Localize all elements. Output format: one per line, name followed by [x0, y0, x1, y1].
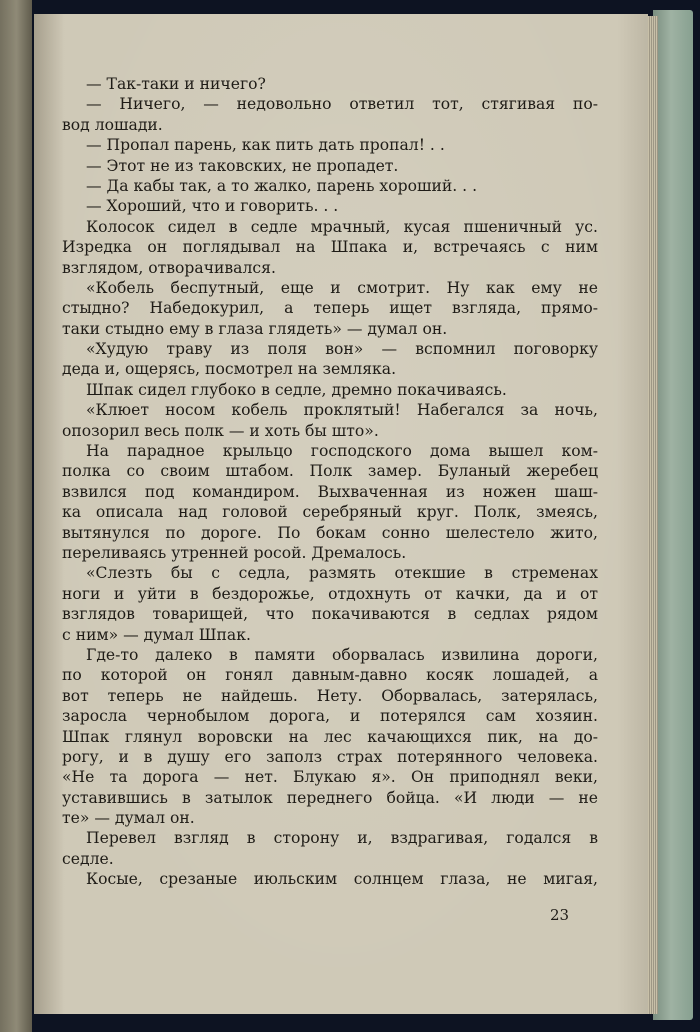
text-line: по которой он гонял давным-давно косяк лошадей, а	[62, 666, 598, 685]
text-line: Шпак глянул воровски на лес качающихся пик, на до-	[62, 727, 598, 746]
text-line: — Хороший, что и говорить. . .	[86, 197, 339, 216]
text-line: те» — думал он.	[62, 809, 195, 828]
text-line: вот теперь не найдешь. Нету. Оборвалась, затерялась,	[62, 686, 598, 705]
text-line: — Так-таки и ничего?	[86, 75, 266, 93]
text-line: Перевел взгляд в сторону и, вздрагивая, годался в	[86, 829, 598, 848]
text-line: заросла чернобылом дорога, и потерялся сам хозяин.	[62, 707, 598, 726]
book-cover-edge	[653, 10, 693, 1020]
facing-page-edge	[0, 0, 32, 1032]
text-line: Шпак сидел глубоко в седле, дремно покачиваясь.	[86, 380, 507, 399]
text-line: переливаясь утренней росой. Дремалось.	[62, 543, 407, 562]
text-line: Где-то далеко в памяти оборвалась извилина дороги,	[86, 645, 598, 664]
text-line: полка со своим штабом. Полк замер. Буланый жеребец	[62, 462, 598, 481]
text-line: — Да кабы так, а то жалко, парень хороший. . .	[86, 176, 478, 195]
text-line: Косые, срезаные июльским солнцем глаза, не мигая,	[86, 870, 598, 889]
text-line: — Этот не из таковских, не пропадет.	[86, 156, 399, 175]
body-text	[62, 74, 598, 890]
text-line: — Пропал парень, как пить дать пропал! . .	[86, 136, 445, 155]
page-number: 23	[550, 906, 570, 924]
text-line: уставившись в затылок переднего бойца. «И люди — не	[62, 788, 598, 807]
facing-page-text-fragments	[0, 0, 2, 1032]
text-line: «Худую траву из поля вон» — вспомнил поговорку	[86, 340, 598, 359]
text-line: «Кобель беспутный, еще и смотрит. Ну как ему не	[86, 278, 598, 297]
text-line: — Ничего, — недовольно ответил тот, стягивая по-	[86, 95, 598, 114]
text-line: взглядов товарищей, что покачиваются в седлах рядом	[62, 605, 598, 624]
text-line: «Клюет носом кобель проклятый! Набегался за ночь,	[86, 401, 598, 420]
text-line: взвился под командиром. Выхваченная из ножен шаш-	[62, 482, 598, 501]
text-line: стыдно? Набедокурил, а теперь ищет взгляда, прямо-	[62, 299, 598, 318]
text-line: Изредка он поглядывал на Шпака и, встречаясь с ним	[62, 238, 598, 257]
text-line: вод лошади.	[62, 115, 163, 134]
text-line: опозорил весь полк — и хоть бы што».	[62, 421, 379, 440]
text-line: На парадное крыльцо господского дома вышел ком-	[86, 442, 598, 461]
text-line: ка описала над головой серебряный круг. Полк, змеясь,	[62, 503, 598, 522]
text-line: взглядом, отворачивался.	[62, 258, 276, 277]
text-line: вытянулся по дороге. По бокам сонно шелестело жито,	[62, 523, 598, 542]
text-line: «Не та дорога — нет. Блукаю я». Он приподнял веки,	[62, 768, 598, 787]
text-line: деда и, ощерясь, посмотрел на земляка.	[62, 360, 397, 379]
text-line: Колосок сидел в седле мрачный, кусая пшеничный ус.	[86, 217, 598, 236]
text-line: рогу, и в душу его заполз страх потерянного человека.	[62, 747, 598, 766]
text-line: седле.	[62, 849, 114, 868]
text-line: «Слезть бы с седла, размять отекшие в стременах	[86, 564, 598, 583]
text-line: таки стыдно ему в глаза глядеть» — думал он.	[62, 319, 448, 338]
text-line: с ним» — думал Шпак.	[62, 625, 251, 644]
book-page	[34, 14, 648, 1014]
text-line: ноги и уйти в бездорожье, отдохнуть от качки, да и от	[62, 584, 598, 603]
